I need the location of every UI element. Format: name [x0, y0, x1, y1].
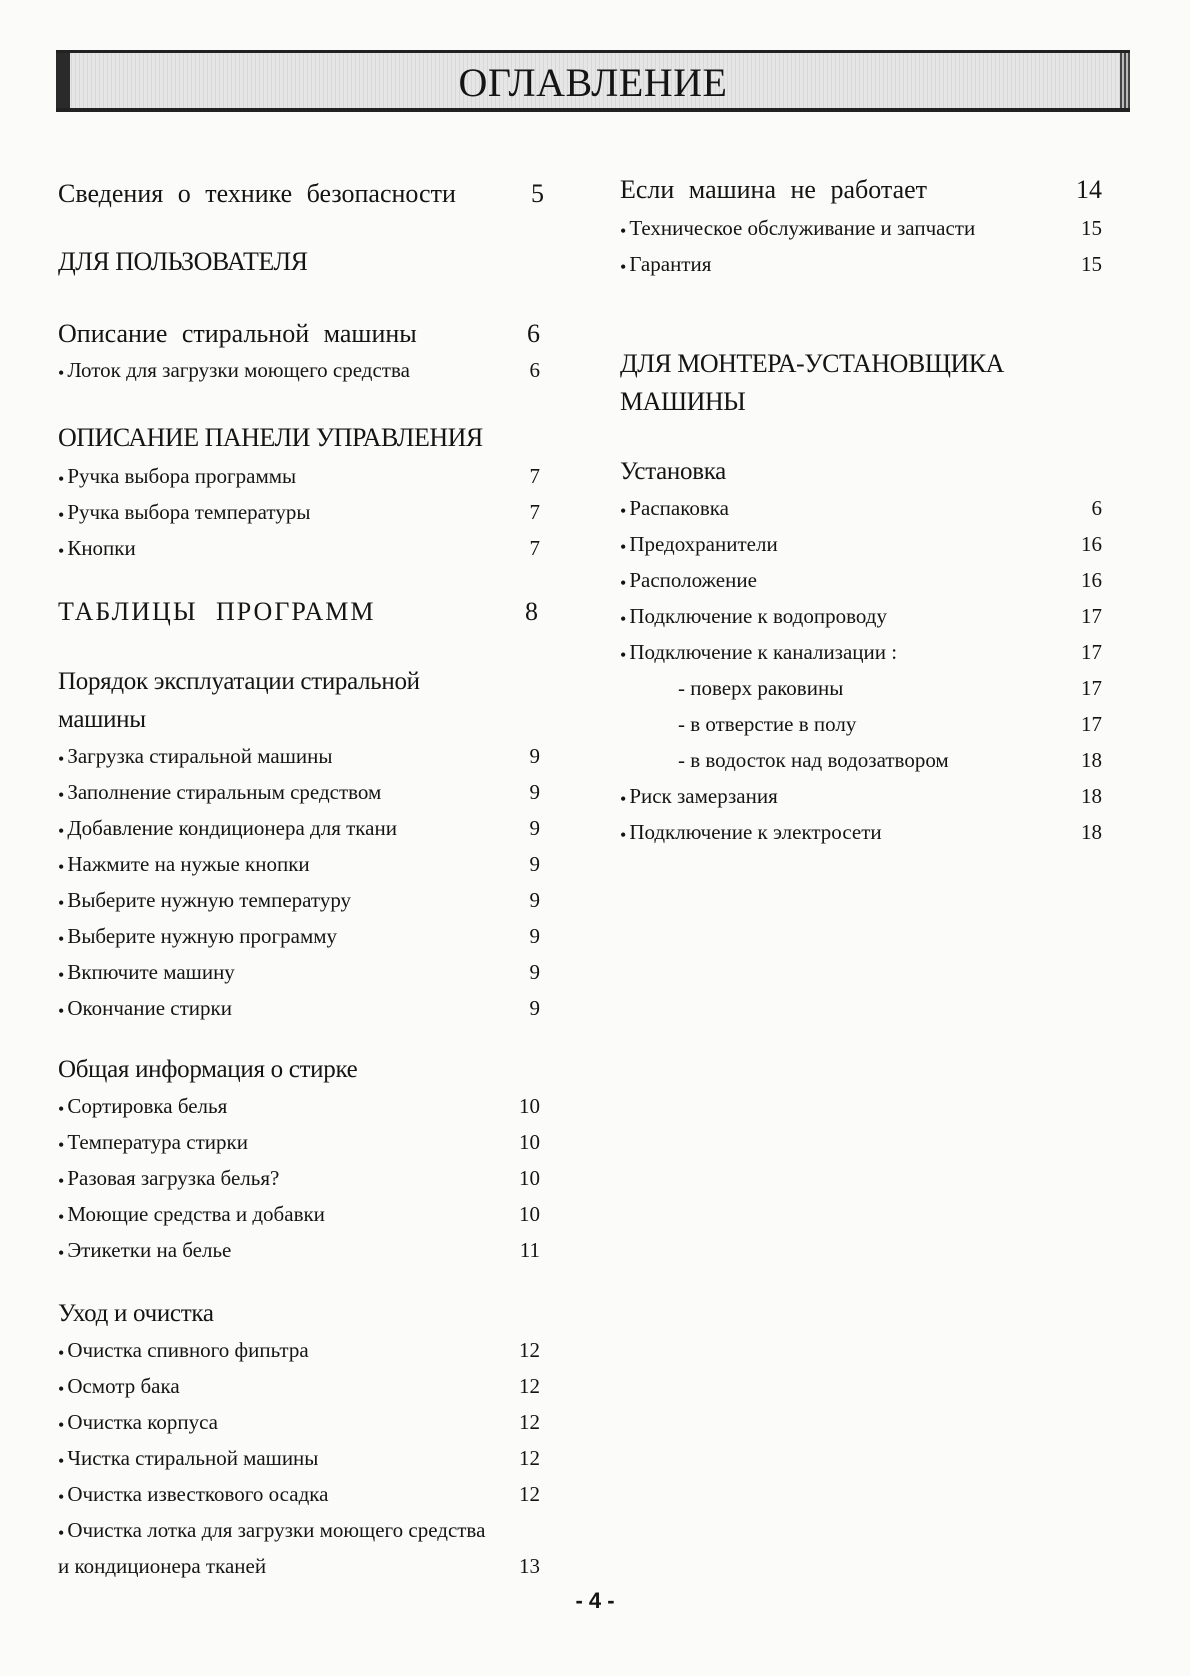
toc-entry-label: • Гарантия — [620, 250, 711, 279]
toc-entry-page: 14 — [1076, 175, 1102, 204]
toc-entry-page: 6 — [529, 358, 540, 382]
toc-entry-label: • Подключение к электросети — [620, 818, 882, 847]
toc-entry-label: • Ручка выбора программы — [58, 462, 296, 491]
toc-entry-label: • Загрузка стиральной машины — [58, 742, 333, 771]
toc-entry-label: • Ручка выбора температуры — [58, 498, 310, 527]
toc-entry-label: • Предохранители — [620, 530, 778, 559]
toc-entry-page: 9 — [529, 996, 540, 1020]
toc-entry-label: Если машина не работает — [620, 175, 928, 204]
toc-entry-label: • Распаковка — [620, 494, 729, 523]
toc-entry-page: 12 — [519, 1482, 540, 1506]
toc-entry-label: • Очистка корпуса — [58, 1408, 218, 1437]
toc-entry-page: 10 — [519, 1094, 540, 1118]
toc-entry-label: • Температура стирки — [58, 1128, 248, 1157]
toc-entry-page: 10 — [519, 1130, 540, 1154]
section-heading-label: ДЛЯ МОНТЕРА-УСТАНОВЩИКА — [620, 349, 1004, 378]
toc-entry-page: 7 — [529, 500, 540, 524]
section-heading-label: МАШИНЫ — [620, 387, 746, 416]
toc-entry-label: • Лоток для загрузки моющего средства — [58, 356, 410, 385]
section-heading-label: ОПИСАНИЕ ПАНЕЛИ УПРАВЛЕНИЯ — [58, 423, 483, 452]
toc-entry-label: • Выберите нужную температуру — [58, 886, 351, 915]
toc-entry-page: 12 — [519, 1410, 540, 1434]
toc-entry-label: Сведения о технике безопасности — [58, 179, 456, 208]
toc-entry-label: Описание стиральной машины — [58, 319, 417, 348]
toc-entry-label: • Вкпючите машину — [58, 958, 235, 987]
toc-entry-label: • Подключение к водопроводу — [620, 602, 887, 631]
toc-entry-page: 16 — [1081, 568, 1102, 592]
toc-entry-label: • Сортировка белья — [58, 1092, 227, 1121]
toc-entry-label: и кондиционера тканей — [58, 1554, 267, 1578]
toc-entry-page: 9 — [529, 888, 540, 912]
toc-entry-page: 8 — [525, 597, 540, 626]
toc-entry-label: • Добавление кондиционера для ткани — [58, 814, 397, 843]
toc-entry-page: 6 — [1091, 496, 1102, 520]
toc-entry-page: 9 — [529, 960, 540, 984]
toc-entry-page: 17 — [1081, 640, 1102, 664]
toc-entry-page: 6 — [527, 319, 540, 348]
toc-entry-page: 15 — [1081, 252, 1102, 276]
toc-entry-label: • Подключение к канализации : — [620, 638, 897, 667]
toc-entry-label: • Техническое обслуживание и запчасти — [620, 214, 975, 243]
toc-entry-page: 9 — [529, 852, 540, 876]
toc-entry-page: 17 — [1081, 676, 1102, 700]
section-heading-label: Установка — [620, 458, 726, 485]
toc-entry-label: • Кнопки — [58, 534, 136, 563]
section-heading-label: Общая информация о стирке — [58, 1056, 358, 1083]
toc-entry-label: • Чистка стиральной машины — [58, 1444, 318, 1473]
page-title: ОГЛАВЛЕНИЕ — [458, 60, 728, 105]
toc-entry-page: 17 — [1081, 604, 1102, 628]
toc-entry-label: • Заполнение стиральным средством — [58, 778, 381, 807]
toc-entry-page: 9 — [529, 924, 540, 948]
toc-entry-label: • Очистка лотка для загрузки моющего средства — [58, 1516, 485, 1545]
toc-entry-label: - поверх раковины — [678, 676, 844, 700]
toc-entry-label: • Очистка известкового осадка — [58, 1480, 328, 1509]
toc-entry-label: ТАБЛИЦЫ ПРОГРАММ — [58, 597, 376, 626]
toc-entry-page: 12 — [519, 1374, 540, 1398]
toc-entry-page: 16 — [1081, 532, 1102, 556]
toc-entry-label: • Риск замерзания — [620, 782, 778, 811]
toc-entry-page: 7 — [529, 536, 540, 560]
toc-entry-label: • Расположение — [620, 566, 757, 595]
toc-entry-label: • Моющие средства и добавки — [58, 1200, 325, 1229]
toc-entry-label: • Осмотр бака — [58, 1372, 180, 1401]
toc-entry-label: • Окончание стирки — [58, 994, 232, 1023]
toc-entry-page: 15 — [1081, 216, 1102, 240]
toc-entry-page: 10 — [519, 1202, 540, 1226]
toc-entry-page: 7 — [529, 464, 540, 488]
toc-entry-page: 17 — [1081, 712, 1102, 736]
toc-entry-label: • Очистка спивного фипьтра — [58, 1336, 309, 1365]
toc-entry-page: 9 — [529, 816, 540, 840]
page-number: - 4 - — [575, 1588, 615, 1613]
section-heading-label: Уход и очистка — [58, 1300, 214, 1327]
toc-entry-page: 10 — [519, 1166, 540, 1190]
toc-entry-label: - в водосток над водозатвором — [678, 748, 949, 772]
toc-entry-page: 12 — [519, 1338, 540, 1362]
toc-entry-page: 18 — [1081, 748, 1102, 772]
toc-entry-page: 18 — [1081, 820, 1102, 844]
toc-entry-page: 9 — [529, 744, 540, 768]
toc-entry-page: 11 — [519, 1238, 540, 1262]
toc-entry-page: 13 — [519, 1554, 540, 1578]
section-heading-label: машины — [58, 706, 146, 733]
toc-entry-page: 9 — [529, 780, 540, 804]
section-heading-label: Порядок эксплуатации стиральной — [58, 668, 420, 695]
toc-entry-label: - в отверстие в полу — [678, 712, 857, 736]
title-banner — [56, 50, 1130, 112]
toc-entry-label: • Этикетки на белье — [58, 1236, 231, 1265]
toc-entry-label: • Выберите нужную программу — [58, 922, 337, 951]
toc-entry-label: • Разовая загрузка белья? — [58, 1164, 279, 1193]
toc-entry-page: 5 — [531, 179, 544, 208]
toc-entry-page: 18 — [1081, 784, 1102, 808]
section-heading-label: ДЛЯ ПОЛЬЗОВАТЕЛЯ — [58, 247, 308, 276]
toc-entry-label: • Нажмите на нужые кнопки — [58, 850, 310, 879]
toc-entry-page: 12 — [519, 1446, 540, 1470]
